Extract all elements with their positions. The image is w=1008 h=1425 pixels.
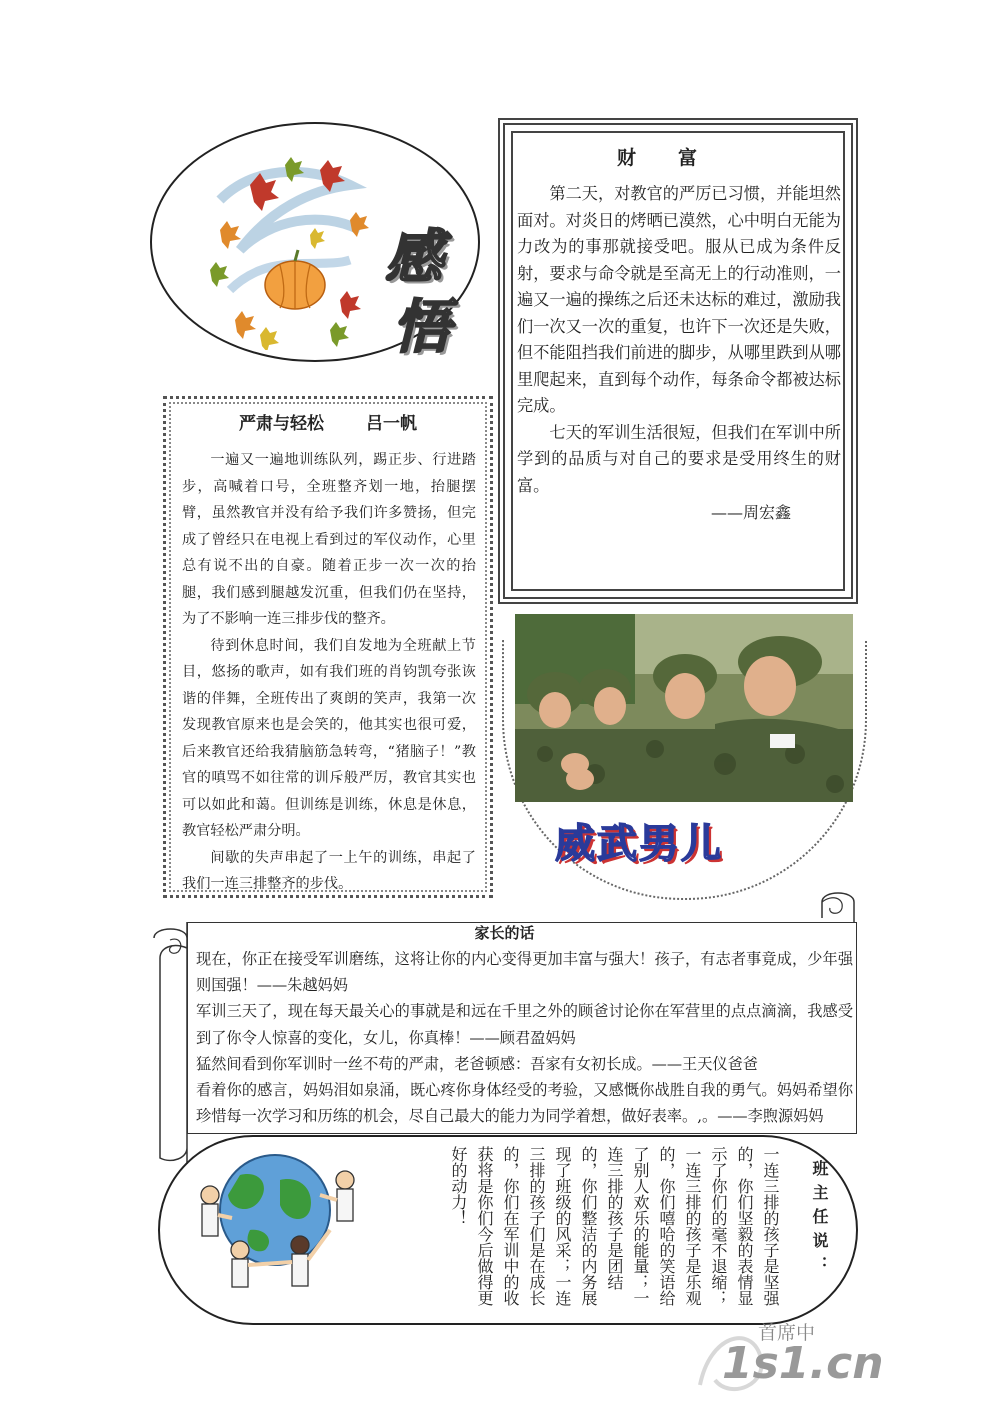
wealth-body (517, 181, 841, 499)
parent-message: 猛然间看到你军训时一丝不苟的严肃，老爸顿感：吾家有女初长成。——王天仪爸爸 (196, 1054, 758, 1073)
serious-author: 吕一帆 (365, 414, 417, 434)
serious-relaxed-article-box (163, 396, 493, 898)
serious-paragraph: 一遍又一遍地训练队列，踢正步、行进踏步，高喊着口号，全班整齐划一地，抬腿摆臂，虽然教官并没有给予我们许多赞扬，但完成了曾经只在电视上看到过的军仪动作，心里总有说不出的自豪。随着正步一次一次的抬腿，我们感到腿越发沉重，但我们仍在坚持，为了不影响一连三排步伐的整齐。 (182, 452, 476, 627)
title-char-2: 悟 (392, 293, 451, 361)
serious-paragraph: 待到休息时间，我们自发地为全班献上节目，悠扬的歌声，如有我们班的肖钧凯夸张诙谐的伴舞，全班传出了爽朗的笑声，我第一次发现教官原来也是会笑的，他其实也很可爱，后来教官还给我猜脑筋急转弯，“猪脑子！”教官的嗔骂不如往常的训斥般严厉，教官其实也可以如此和蔼。但训练是训练，休息是休息，教官轻松严肃分明。 (182, 637, 476, 839)
wealth-author: ——周宏鑫 (710, 503, 791, 522)
watermark-small-text: 首席中 (758, 1322, 816, 1344)
cadets-photo (515, 614, 853, 802)
wealth-paragraph: 第二天，对教官的严厉已习惯，并能坦然面对。对炎日的烤晒已漠然，心中明白无能为力改为的事那就接受吧。服从已成为条件反射，要求与命令就是至高无上的行动准则，一遍又一遍的操练之后还未达标的难过，激励我们一次又一次的重复，也许下一次还是失败，但不能阻挡我们前进的脚步，从哪里跌到从哪里爬起来，直到每个动作，每条命令都被达标完成。 (517, 184, 841, 415)
wealth-title: 财富 (616, 147, 739, 169)
wealth-article-box (498, 118, 858, 604)
watermark-large-text: 1s1.cn (722, 1338, 884, 1389)
wealth-paragraph: 七天的军训生活很短，但我们在军训中所学到的品质与对自己的要求是受用终生的财富。 (517, 422, 841, 495)
parents-title: 家长的话 (474, 924, 535, 942)
autumn-leaves-illustration (200, 140, 370, 350)
teacher-title: 班主任说： (810, 1160, 829, 1280)
teacher-text: 一连三排的孩子是坚强的，你们坚毅的表情显示了你们的毫不退缩；一连三排的孩子是乐观的，你们嘻哈的笑语给了别人欢乐的能量；一连三排的孩子是团结的，你们整洁的内务展现了班级的风采；一连三排的孩子们是在成长的，你们在军训中的收获将是你们今后做得更好的动力！ (449, 1146, 780, 1306)
parent-message: 军训三天了，现在每天最关心的事就是和远在千里之外的顾爸讨论你在军营里的点点滴滴，我感受到了你令人惊喜的变化，女儿，你真棒！——顾君盈妈妈 (196, 1002, 853, 1047)
serious-paragraph: 间歇的失声串起了一上午的训练，串起了我们一连三排整齐的步伐。 (182, 849, 476, 892)
parent-message: 现在，你正在接受军训磨练，这将让你的内心变得更加丰富与强大！孩子，有志者事竟成，少年强则国强！——朱越妈妈 (196, 950, 853, 995)
globe-children-illustration (180, 1140, 370, 1290)
parent-message: 看着你的感言，妈妈泪如泉涌，既心疼你身体经受的考验，又感慨你战胜自我的勇气。妈妈希望你珍惜每一次学习和历练的机会，尽自己最大的能力为同学着想，做好表率。,。——李煦源妈妈 (196, 1081, 853, 1126)
parents-scroll (152, 888, 857, 1164)
serious-heading (166, 409, 490, 434)
photo-caption: 威武男儿 (555, 821, 723, 867)
serious-body (182, 447, 476, 898)
parents-body (196, 946, 853, 1129)
serious-title: 严肃与轻松 (239, 414, 325, 434)
title-char-1: 感 (385, 223, 444, 291)
